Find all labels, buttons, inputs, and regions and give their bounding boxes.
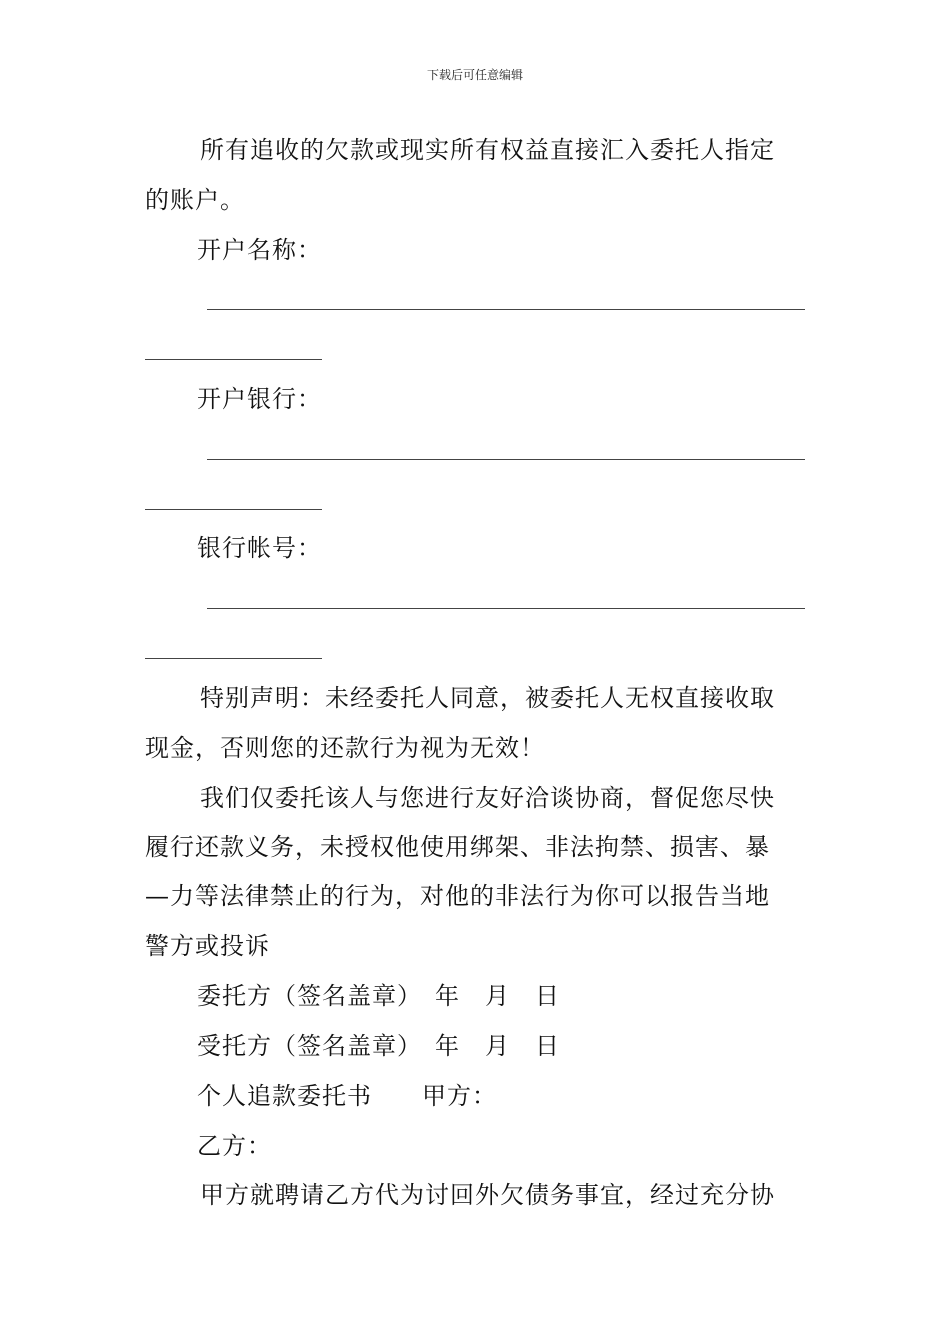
bank-blank-continued: [145, 509, 322, 510]
document-title: 个人追款委托书 甲方：: [197, 1082, 497, 1110]
account-number-label: 银行帐号：: [197, 534, 322, 562]
paragraph-line: 的账户。: [145, 186, 245, 214]
agent-signature-line: 受托方（签名盖章） 年 月 日: [197, 1032, 560, 1060]
account-name-blank-continued: [145, 359, 322, 360]
paragraph-line: 我们仅委托该人与您进行友好洽谈协商，督促您尽快: [200, 784, 775, 812]
principal-signature-line: 委托方（签名盖章） 年 月 日: [197, 982, 560, 1010]
paragraph-line: 现金，否则您的还款行为视为无效！: [145, 734, 545, 762]
account-name-label: 开户名称：: [197, 236, 322, 264]
paragraph-line: 履行还款义务，未授权他使用绑架、非法拘禁、损害、暴: [145, 833, 770, 861]
paragraph-line: 特别声明：未经委托人同意，被委托人无权直接收取: [200, 684, 775, 712]
bank-blank: [207, 459, 805, 460]
bank-label: 开户银行：: [197, 385, 322, 413]
account-number-blank-continued: [145, 658, 322, 659]
paragraph-line: 甲方就聘请乙方代为讨回外欠债务事宜，经过充分协: [200, 1181, 775, 1209]
paragraph-line: —力等法律禁止的行为，对他的非法行为你可以报告当地: [145, 882, 770, 910]
paragraph-line: 警方或投诉: [145, 932, 270, 960]
account-number-blank: [207, 608, 805, 609]
page-header: 下载后可任意编辑: [426, 68, 523, 82]
paragraph-line: 所有追收的欠款或现实所有权益直接汇入委托人指定: [200, 136, 775, 164]
party-b-label: 乙方：: [197, 1132, 272, 1160]
account-name-blank: [207, 309, 805, 310]
